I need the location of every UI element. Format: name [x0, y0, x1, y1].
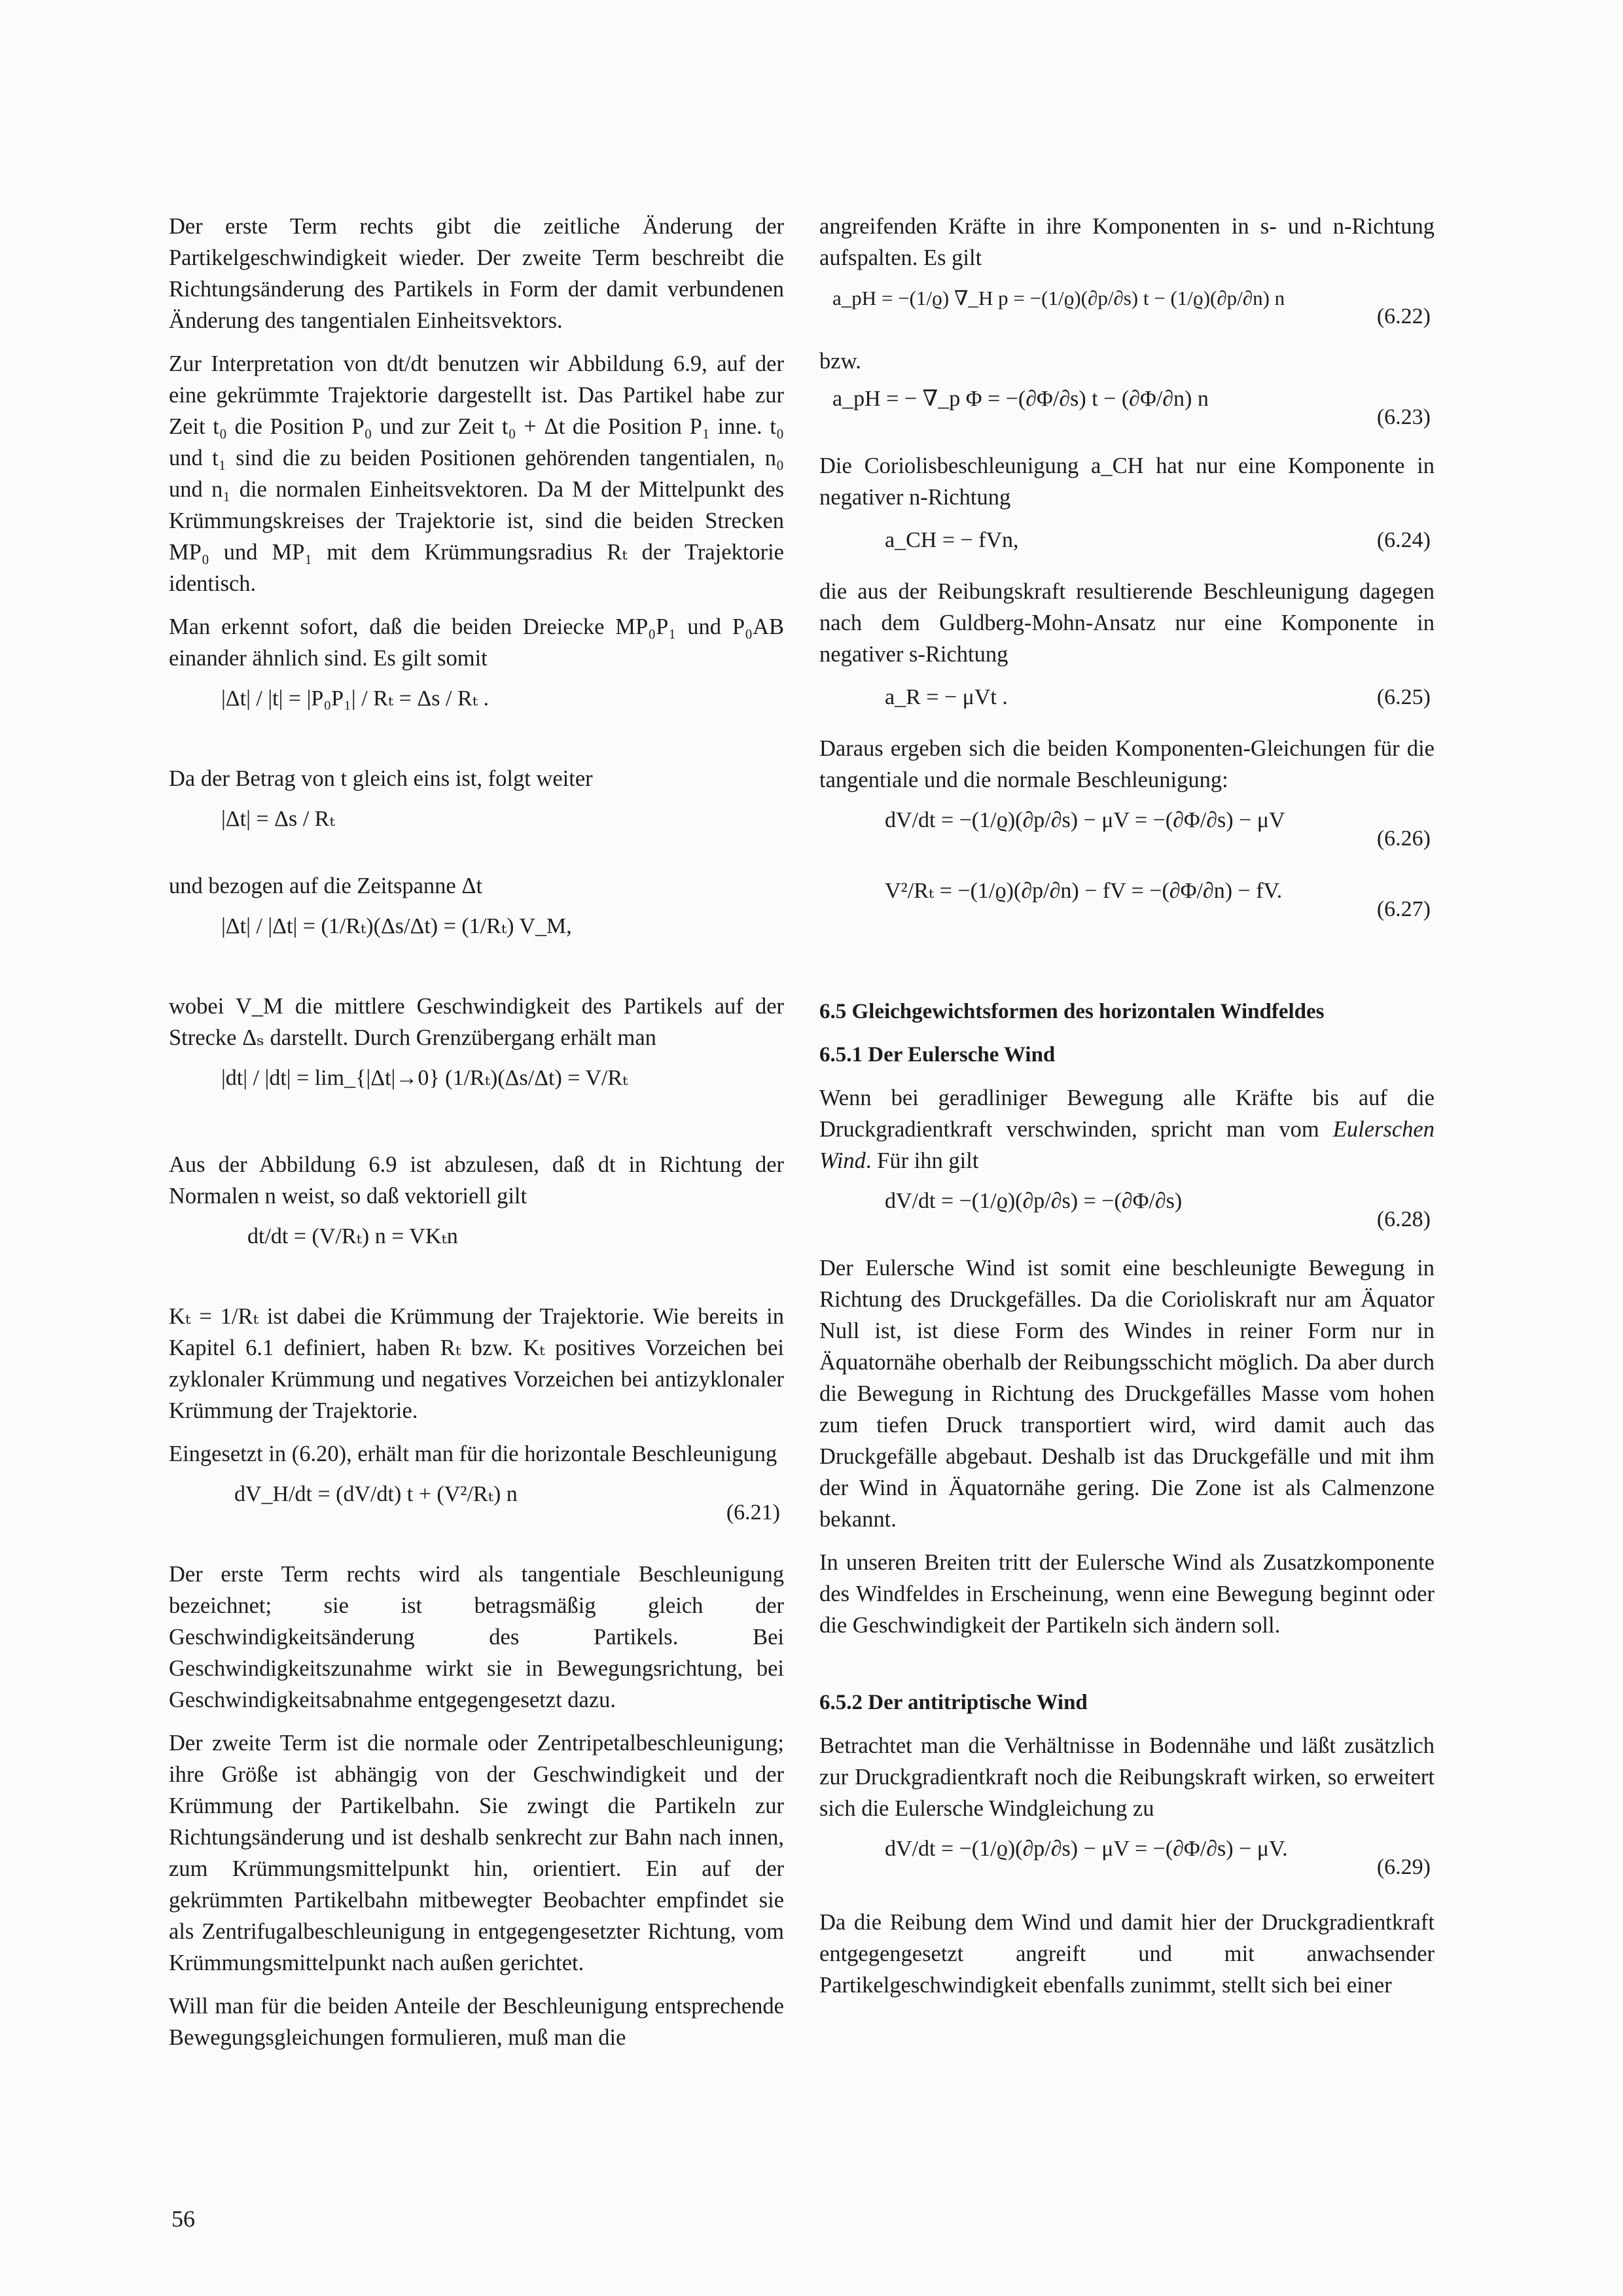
- equation-text: |Δt| = Δs / Rₜ: [221, 807, 335, 831]
- right-column: [819, 211, 1435, 2013]
- equation-text: |dt| / |dt| = lim_{|Δt|→0} (1/Rₜ)(Δs/Δt) = V/Rₜ: [221, 1066, 628, 1090]
- equation: [169, 806, 784, 858]
- subsection-heading: 6.5.2 Der antitriptische Wind: [819, 1691, 1088, 1714]
- equation-number: (6.23): [1376, 405, 1431, 429]
- bzw-label: bzw.: [819, 349, 861, 374]
- equation-number: (6.29): [1376, 1855, 1431, 1879]
- equation-number: (6.25): [1376, 685, 1431, 709]
- equation-number: (6.27): [1376, 897, 1431, 921]
- equation-text: dV_H/dt = (dV/dt) t + (V²/Rₜ) n: [234, 1482, 518, 1506]
- equation: [819, 682, 1435, 721]
- left-column: [169, 211, 784, 2065]
- emphasis-text: Eulerschen Wind: [819, 1117, 1435, 1173]
- equation-text: V²/Rₜ = −(1/ϱ)(∂p/∂n) − fV = −(∂Φ/∂n) − fV.: [885, 879, 1283, 903]
- equation: [819, 285, 1435, 338]
- paragraph: [819, 1082, 1435, 1176]
- equation-text: dV/dt = −(1/ϱ)(∂p/∂s) − μV = −(∂Φ/∂s) − μV.: [885, 1837, 1288, 1861]
- equation-text: a_pH = −(1/ϱ) ∇_H p = −(1/ϱ)(∂p/∂s) t − (1/ϱ)(∂p/∂n) n: [832, 287, 1285, 309]
- equation: [819, 525, 1435, 564]
- paragraph: und bezogen auf die Zeitspanne Δt: [169, 874, 483, 898]
- paragraph: Der erste Term rechts gibt die zeitliche Änderung der Partikelgeschwindigkeit wieder. Der zweite Term beschreibt die Richtungsänderung des Partikels in Form der damit verbundenen Änderung des tangentialen Einheitsvektors.: [169, 214, 784, 333]
- paragraph: Zur Interpretation von dt/dt benutzen wir Abbildung 6.9, auf der eine gekrümmte Trajektorie dargestellt ist. Das Partikel habe zur Zeit t₀ die Position P₀ und zur Zeit t₀ + Δt die Position P₁ inne. t₀ und t₁ sind die zu beiden Positionen gehörenden tangentialen, n₀ und n₁ die normalen Einheitsvektoren. Da M der Mittelpunkt des Krümmungskreises der Trajektorie ist, sind die beiden Strecken MP₀ und MP₁ mit dem Krümmungsradius Rₜ der Trajektorie identisch.: [169, 351, 784, 596]
- paragraph-text: . Für ihn gilt: [865, 1148, 979, 1173]
- equation-number: (6.22): [1376, 304, 1431, 328]
- paragraph: Daraus ergeben sich die beiden Komponenten-Gleichungen für die tangentiale und die normale Beschleunigung:: [819, 736, 1435, 792]
- equation: [819, 1188, 1435, 1241]
- paragraph: Aus der Abbildung 6.9 ist abzulesen, daß dt in Richtung der Normalen n weist, so daß vektoriell gilt: [169, 1152, 784, 1209]
- paragraph: Der Eulersche Wind ist somit eine beschleunigte Bewegung in Richtung des Druckgefälles. Da die Corioliskraft nur am Äquator Null ist, ist diese Form des Windes in reiner Form nur in Äquatornähe oberhalb der Reibungsschicht möglich. Da aber durch die Bewegung in Richtung des Druckgefälles Masse vom hohen zum tiefen Druck transportiert wird, wird damit auch das Druckgefälle abgebaut. Deshalb ist das Druckgefälle und mit ihm der Wind in Äquatornähe gering. Die Zone ist als Calmenzone bekannt.: [819, 1256, 1435, 1532]
- equation: [819, 386, 1435, 438]
- paragraph: In unseren Breiten tritt der Eulersche Wind als Zusatzkomponente des Windfeldes in Erscheinung, wenn eine Bewegung beginnt oder die Geschwindigkeit der Partikeln sich ändern soll.: [819, 1550, 1435, 1638]
- paragraph: Eingesetzt in (6.20), erhält man für die horizontale Beschleunigung: [169, 1441, 777, 1466]
- equation-text: |Δt| / |Δt| = (1/Rₜ)(Δs/Δt) = (1/Rₜ) V_M,: [221, 914, 572, 938]
- section-heading: 6.5 Gleichgewichtsformen des horizontalen Windfeldes: [819, 1000, 1325, 1023]
- paragraph: Die Coriolisbeschleunigung a_CH hat nur eine Komponente in negativer n-Richtung: [819, 453, 1435, 510]
- equation: [819, 878, 1435, 957]
- paragraph: Kₜ = 1/Rₜ ist dabei die Krümmung der Trajektorie. Wie bereits in Kapitel 6.1 definiert, haben Rₜ bzw. Kₜ positives Vorzeichen bei zyklonaler Krümmung und negatives Vorzeichen bei antizyklonaler Krümmung der Trajektorie.: [169, 1304, 784, 1423]
- equation: [169, 1065, 784, 1137]
- equation-text: a_R = − μVt .: [885, 685, 1008, 709]
- equation-number: (6.24): [1376, 528, 1431, 552]
- paragraph: angreifenden Kräfte in ihre Komponenten in s- und n-Richtung aufspalten. Es gilt: [819, 214, 1435, 270]
- equation: [819, 807, 1435, 866]
- paragraph: Der erste Term rechts wird als tangentiale Beschleunigung bezeichnet; sie ist betragsmäßig gleich der Geschwindigkeitsänderung des Partikels. Bei Geschwindigkeitszunahme wirkt sie in Bewegungsrichtung, bei Geschwindigkeitsabnahme entgegengesetzt dazu.: [169, 1562, 784, 1712]
- equation-number: (6.28): [1376, 1207, 1431, 1231]
- equation-text: dV/dt = −(1/ϱ)(∂p/∂s) − μV = −(∂Φ/∂s) − μV: [885, 808, 1285, 832]
- page-number: 56: [171, 2206, 195, 2232]
- paragraph: die aus der Reibungskraft resultierende Beschleunigung dagegen nach dem Guldberg-Mohn-Ansatz nur eine Komponente in negativer s-Richtung: [819, 579, 1435, 667]
- subsection-heading: 6.5.1 Der Eulersche Wind: [819, 1043, 1056, 1067]
- equation-text: a_pH = − ∇_p Φ = −(∂Φ/∂s) t − (∂Φ/∂n) n: [832, 387, 1209, 411]
- equation-number: (6.21): [726, 1500, 780, 1525]
- paragraph: Betrachtet man die Verhältnisse in Bodennähe und läßt zusätzlich zur Druckgradientkraft noch die Reibungskraft wirken, so erweitert sich die Eulersche Windgleichung zu: [819, 1733, 1435, 1821]
- equation: [169, 1224, 784, 1289]
- paragraph: wobei V_M die mittlere Geschwindigkeit des Partikels auf der Strecke Δₛ darstellt. Durch Grenzübergang erhält man: [169, 994, 784, 1050]
- equation-text: |Δt| / |t| = |P₀P₁| / Rₜ = Δs / Rₜ .: [221, 686, 490, 711]
- paragraph-text: Wenn bei geradliniger Bewegung alle Kräfte bis auf die Druckgradientkraft verschwinden, spricht man vom: [819, 1086, 1435, 1142]
- paragraph: Da die Reibung dem Wind und damit hier der Druckgradientkraft entgegengesetzt angreift und mit anwachsender Partikelgeschwindigkeit ebenfalls zunimmt, stellt sich bei einer: [819, 1910, 1435, 1998]
- equation-text: dt/dt = (V/Rₜ) n = VKₜn: [247, 1224, 458, 1248]
- equation-number: (6.26): [1376, 826, 1431, 851]
- paragraph: Will man für die beiden Anteile der Beschleunigung entsprechende Bewegungsgleichungen formulieren, muß man die: [169, 1994, 784, 2050]
- paragraph: Da der Betrag von t gleich eins ist, folgt weiter: [169, 766, 593, 791]
- equation: [169, 686, 784, 751]
- equation: [169, 1481, 784, 1547]
- equation-text: dV/dt = −(1/ϱ)(∂p/∂s) = −(∂Φ/∂s): [885, 1189, 1183, 1213]
- equation: [169, 913, 784, 979]
- paragraph: Man erkennt sofort, daß die beiden Dreiecke MP₀P₁ und P₀AB einander ähnlich sind. Es gilt somit: [169, 614, 784, 671]
- equation-text: a_CH = − fVn,: [885, 528, 1019, 552]
- equation: [819, 1836, 1435, 1895]
- paragraph: Der zweite Term ist die normale oder Zentripetalbeschleunigung; ihre Größe ist abhängig von der Geschwindigkeit und der Krümmung der Partikelbahn. Sie zwingt die Partikeln zur Richtungsänderung und ist deshalb senkrecht zur Bahn nach innen, zum Krümmungsmittelpunkt hin, orientiert. Ein auf der gekrümmten Partikelbahn mitbewegter Beobachter empfindet sie als Zentrifugalbeschleunigung in entgegengesetzter Richtung, vom Krümmungsmittelpunkt nach außen gerichtet.: [169, 1731, 784, 1975]
